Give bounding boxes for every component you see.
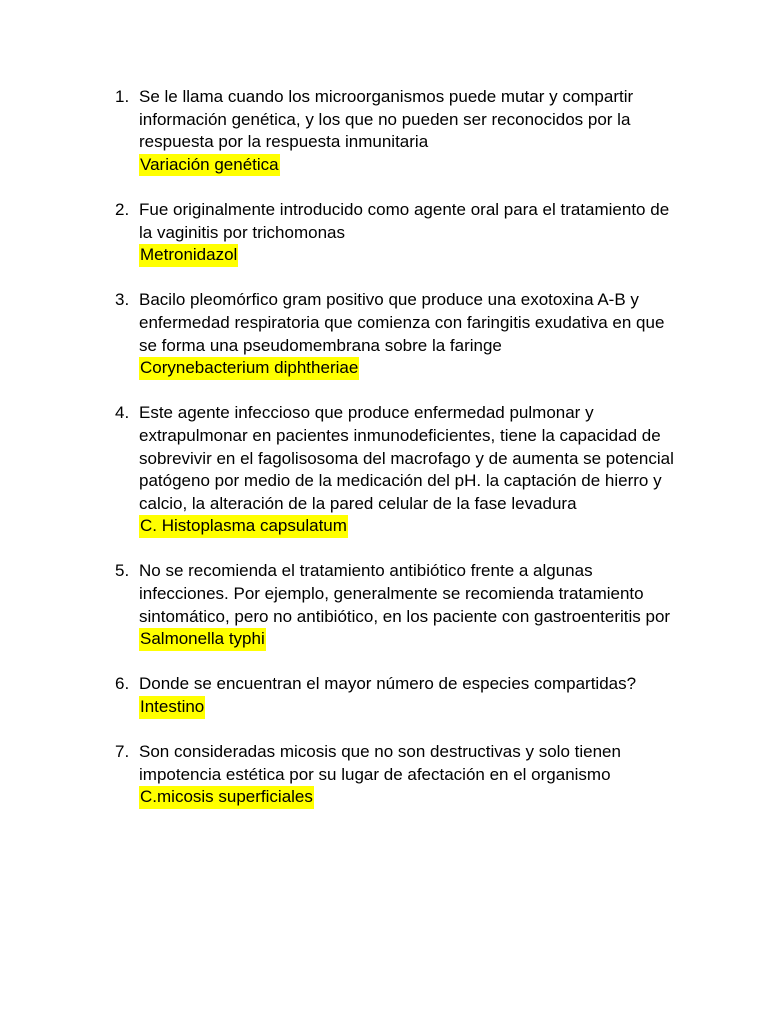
answer-highlight: C.micosis superficiales — [139, 786, 314, 809]
question-list — [0, 86, 768, 832]
answer-highlight: Intestino — [139, 696, 205, 719]
question-number: 7. — [115, 742, 130, 762]
question-item-6 — [0, 673, 768, 718]
answer-highlight: Variación genética — [139, 154, 280, 177]
question-number: 5. — [115, 561, 130, 581]
answer-highlight: Corynebacterium diphtheriae — [139, 357, 359, 380]
question-number: 1. — [115, 87, 130, 106]
question-number: 2. — [115, 199, 130, 219]
question-text: Este agente infeccioso que produce enfermedad pulmonar y extrapulmonar en pacientes inmunodeficientes, tiene la capacidad de sobrevivir en el fagolisosoma del macrofago y de aumenta se potencial patógeno por medio de la medicación del pH. la captación de hierro y calcio, la alteración de la pared celular de la fase levadura — [139, 403, 674, 513]
question-text: No se recomienda el tratamiento antibiótico frente a algunas infecciones. Por ejemplo, generalmente se recomienda tratamiento sintomático, pero no antibiótico, en los paciente con gastroenteritis por — [139, 561, 671, 626]
question-item-1 — [0, 86, 768, 176]
question-text: Son consideradas micosis que no son destructivas y solo tienen impotencia estética por su lugar de afectación en el organismo — [139, 742, 621, 784]
question-text: Fue originalmente introducido como agente oral para el tratamiento de la vaginitis por trichomonas — [139, 199, 670, 242]
question-number: 4. — [115, 403, 130, 423]
question-item-2 — [0, 199, 768, 267]
question-number: 6. — [115, 674, 130, 694]
question-text: Se le llama cuando los microorganismos puede mutar y compartir información genética, y los que no pueden ser reconocidos por la respuesta por la respuesta inmunitaria — [139, 87, 634, 152]
question-number: 3. — [115, 290, 130, 310]
answer-highlight: C. Histoplasma capsulatum — [139, 515, 348, 538]
question-text: Donde se encuentran el mayor número de especies compartidas? — [139, 674, 637, 694]
question-item-3 — [0, 289, 768, 379]
question-item-5 — [0, 560, 768, 650]
question-item-4 — [0, 402, 768, 538]
answer-highlight: Metronidazol — [139, 244, 238, 267]
answer-highlight: Salmonella typhi — [139, 628, 266, 651]
question-item-7 — [0, 741, 768, 809]
question-text: Bacilo pleomórfico gram positivo que produce una exotoxina A-B y enfermedad respiratoria que comienza con faringitis exudativa en que se forma una pseudomembrana sobre la faringe — [139, 290, 665, 355]
